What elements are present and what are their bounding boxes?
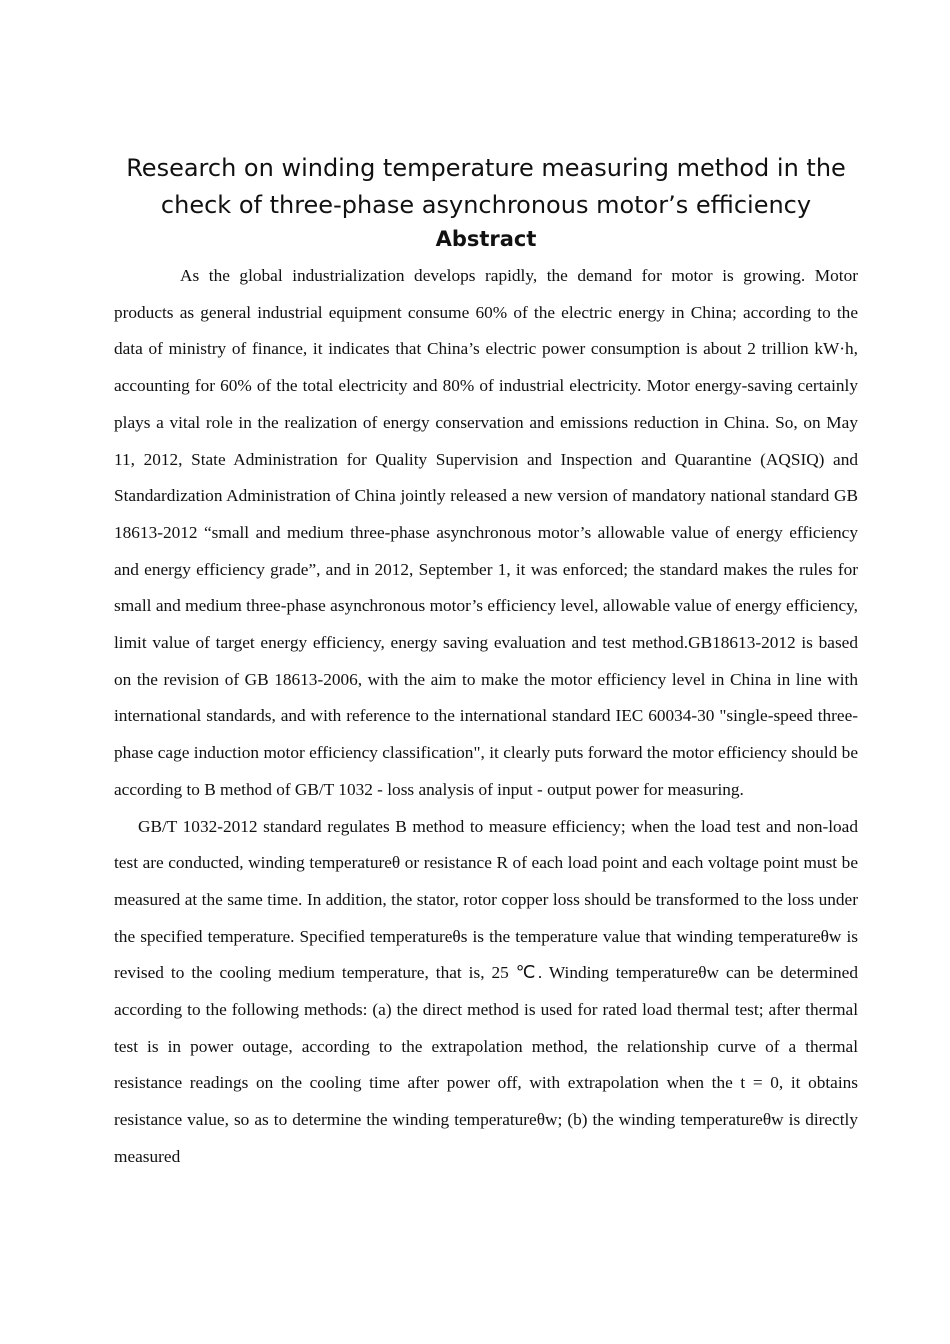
document-page [114,150,858,1176]
paper-title [114,150,858,224]
abstract-paragraph-2: GB/T 1032-2012 standard regulates B method to measure efficiency; when the load test and non-load test are conducted, winding temperatureθ or resistance R of each load point and each voltage point must be measured at the same time. In addition, the stator, rotor copper loss should be transformed to the loss under the specified temperature. Specified temperatureθs is the temperature value that winding temperatureθw is revised to the cooling medium temperature, that is, 25 ℃. Winding temperatureθw can be determined according to the following methods: (a) the direct method is used for rated load thermal test; after thermal test is in power outage, according to the extrapolation method, the relationship curve of a thermal resistance readings on the cooling time after power off, with extrapolation when the t = 0, it obtains resistance value, so as to determine the winding temperatureθw; (b) the winding temperatureθw is directly measured [114,816,858,1166]
abstract-heading: Abstract [435,227,537,251]
title-line-1: Research on winding temperature measuring method in the [126,154,846,182]
title-line-2: check of three-phase asynchronous motor’s efficiency [160,191,812,219]
abstract-paragraph-1: As the global industrialization develops rapidly, the demand for motor is growing. Motor products as general industrial equipment consume 60% of the electric energy in China; according to the data of ministry of finance, it indicates that China’s electric power consumption is about 2 trillion kW·h, accounting for 60% of the total electricity and 80% of industrial electricity. Motor energy-saving certainly plays a vital role in the realization of energy conservation and emissions reduction in China. So, on May 11, 2012, State Administration for Quality Supervision and Inspection and Quarantine (AQSIQ) and Standardization Administration of China jointly released a new version of mandatory national standard GB 18613-2012 “small and medium three-phase asynchronous motor’s allowable value of energy efficiency and energy efficiency grade”, and in 2012, September 1, it was enforced; the standard makes the rules for small and medium three-phase asynchronous motor’s efficiency level, allowable value of energy efficiency, limit value of target energy efficiency, energy saving evaluation and test method.GB18613-2012 is based on the revision of GB 18613-2006, with the aim to make the motor efficiency level in China in line with international standards, and with reference to the international standard IEC 60034-30 "single-speed three-phase cage induction motor efficiency classification", it clearly puts forward the motor efficiency should be according to B method of GB/T 1032 - loss analysis of input - output power for measuring. [114,266,858,799]
